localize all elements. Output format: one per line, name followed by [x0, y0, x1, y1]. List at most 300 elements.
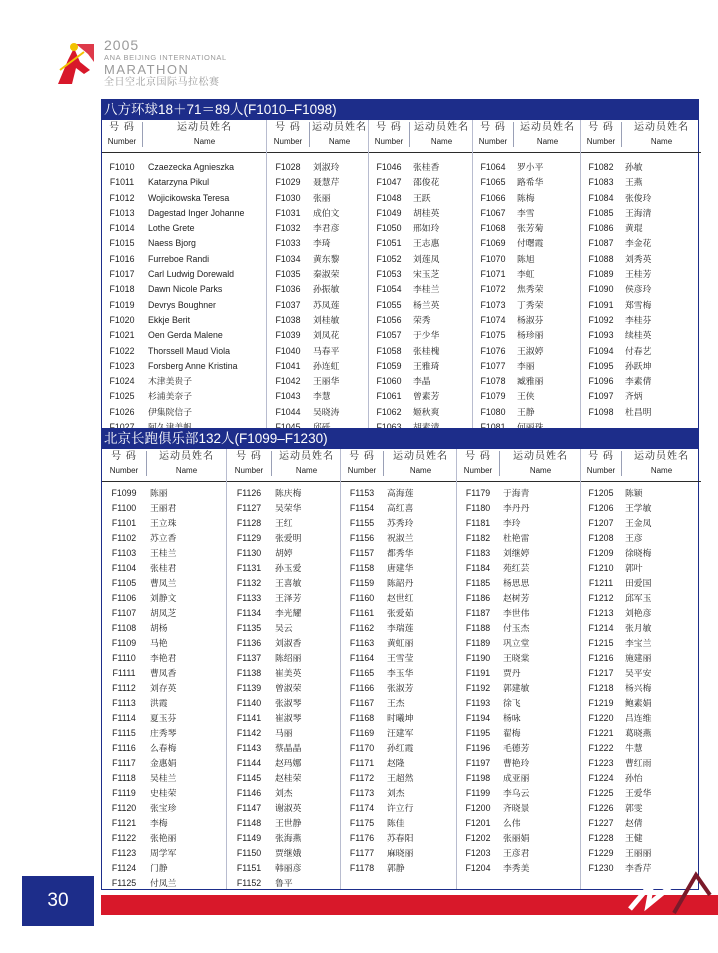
table-row [369, 191, 473, 206]
bib-number: F1144 [236, 758, 262, 768]
bib-number: F1135 [236, 623, 262, 633]
table-row [473, 298, 581, 313]
athlete-name: 王彦 [625, 533, 643, 543]
bib-number: F1218 [588, 683, 614, 693]
table-row [102, 389, 266, 404]
column-group [266, 120, 369, 435]
athlete-name: 王喜敏 [275, 578, 302, 588]
bib-number: F1124 [111, 863, 137, 873]
table-row [227, 651, 341, 666]
table-row [227, 681, 341, 696]
number-header-cn: 号 码 [376, 122, 402, 133]
table-row [341, 636, 457, 651]
athlete-name: 成伯文 [313, 207, 340, 218]
table-row [267, 206, 369, 221]
table-row [369, 374, 473, 389]
bib-number: F1196 [465, 743, 491, 753]
table-row [267, 405, 369, 420]
athlete-name: 齐晓景 [503, 803, 530, 813]
athlete-name: 王杰 [387, 698, 405, 708]
bib-number: F1211 [588, 578, 614, 588]
number-header [102, 122, 142, 147]
athlete-name: 韩丽彦 [275, 863, 302, 873]
athlete-name: 徐晓梅 [625, 548, 652, 558]
bib-number: F1106 [111, 593, 137, 603]
athlete-name: 王海清 [625, 207, 652, 218]
athlete-name: 李玲 [503, 518, 521, 528]
athlete-name: 杨思思 [503, 578, 530, 588]
athlete-name: 郭静 [387, 863, 405, 873]
table-row [341, 756, 457, 771]
athlete-name: 贾继娥 [275, 848, 302, 858]
athlete-name: 曹艳玲 [503, 758, 530, 768]
athlete-name: 刘杰 [275, 788, 293, 798]
athlete-name: 王健 [625, 833, 643, 843]
table-row [341, 831, 457, 846]
column-group [368, 120, 473, 435]
athlete-name: 张丽 [313, 192, 331, 203]
bib-number: F1177 [349, 848, 375, 858]
athlete-name: 苏凤莲 [313, 299, 340, 310]
table-row [457, 606, 581, 621]
table-row [227, 591, 341, 606]
athlete-name: 李桂兰 [413, 284, 440, 295]
bib-number: F1179 [465, 488, 491, 498]
bib-number: F1136 [236, 638, 262, 648]
table-row [341, 591, 457, 606]
athlete-name: 马春平 [313, 345, 340, 356]
athlete-name: 刘淑香 [275, 638, 302, 648]
name-header-cn: 运动员姓名 [393, 451, 448, 462]
athlete-name: 施建丽 [625, 653, 652, 663]
name-header-cn: 运动员姓名 [513, 451, 568, 462]
table-row [581, 282, 701, 297]
bib-number: F1103 [111, 548, 137, 558]
bib-number: F1014 [109, 223, 135, 234]
bib-number: F1141 [236, 713, 262, 723]
table-row [581, 576, 701, 591]
table-row [341, 726, 457, 741]
table-row [227, 666, 341, 681]
name-header-cn: 运动员姓名 [520, 122, 575, 133]
name-header-en: Name [193, 137, 216, 146]
athlete-name: 张淑琴 [275, 698, 302, 708]
table-row [341, 786, 457, 801]
table-row [581, 313, 701, 328]
athlete-name: 张宝珍 [150, 803, 177, 813]
athlete-name: 史桂荣 [150, 788, 177, 798]
bib-number: F1210 [588, 563, 614, 573]
bib-number: F1024 [109, 376, 135, 387]
table-row [227, 486, 341, 501]
athlete-name: 李梅 [150, 818, 168, 828]
bib-number: F1115 [112, 728, 136, 738]
bib-number: F1189 [465, 638, 491, 648]
athlete-name: Naess Bjorg [148, 238, 196, 249]
athlete-name: 木津美贵子 [148, 376, 192, 387]
athlete-name: 郭雯 [625, 803, 643, 813]
table-row [581, 298, 701, 313]
bib-number: F1118 [112, 773, 136, 783]
bib-number: F1051 [376, 238, 402, 249]
bib-number: F1076 [480, 345, 506, 356]
table-row [457, 501, 581, 516]
name-header-cn: 运动员姓名 [279, 451, 334, 462]
bib-number: F1225 [588, 788, 614, 798]
number-header-en: Number [374, 137, 404, 146]
bib-number: F1092 [588, 314, 614, 325]
table-row [102, 344, 266, 359]
column-group [226, 449, 341, 889]
table-row [581, 591, 701, 606]
table-row [581, 606, 701, 621]
table-row [267, 344, 369, 359]
bib-number: F1082 [588, 162, 614, 172]
athlete-name: 吴平安 [625, 668, 652, 678]
bib-number: F1176 [349, 833, 375, 843]
athlete-name: 陈佳 [387, 818, 405, 828]
athlete-name: 刘艳彦 [625, 608, 652, 618]
table-row [369, 282, 473, 297]
table-row [581, 546, 701, 561]
bib-number: F1041 [275, 360, 301, 371]
table-row [473, 206, 581, 221]
athlete-name: 苏春阳 [387, 833, 414, 843]
bib-number: F1123 [111, 848, 137, 858]
bib-number: F1094 [588, 345, 614, 356]
bib-number: F1160 [349, 593, 375, 603]
number-header-en: Number [463, 466, 493, 475]
bib-number: F1200 [465, 803, 491, 813]
table-row [102, 160, 266, 175]
athlete-name: 蔡晶晶 [275, 743, 302, 753]
table-row [581, 621, 701, 636]
bib-number: F1187 [465, 608, 491, 618]
athlete-name: 时曦坤 [387, 713, 414, 723]
bib-number: F1058 [376, 345, 402, 356]
athlete-name: 曹凤香 [150, 668, 177, 678]
table-row [227, 726, 341, 741]
name-header [271, 451, 341, 476]
athlete-name: 曹凤兰 [150, 578, 177, 588]
table-row [581, 160, 701, 175]
table-row [457, 756, 581, 771]
name-header-cn: 运动员姓名 [414, 122, 469, 133]
table-row [267, 359, 369, 374]
bib-number: F1224 [588, 773, 614, 783]
bib-number: F1171 [349, 758, 375, 768]
table-row [341, 606, 457, 621]
athlete-name: 王世静 [275, 818, 302, 828]
table-row [227, 576, 341, 591]
table-row [227, 831, 341, 846]
athlete-name: 丁秀荣 [517, 299, 544, 310]
athlete-name: 杉浦美奈子 [148, 391, 192, 402]
bib-number: F1057 [376, 330, 402, 341]
athlete-name: 刘继婷 [503, 548, 530, 558]
column-header [341, 449, 457, 482]
bib-number: F1030 [275, 192, 301, 203]
bib-number: F1205 [588, 488, 614, 498]
bib-number: F1157 [349, 548, 375, 558]
roster-rows [102, 486, 226, 891]
athlete-name: 毛德芳 [503, 743, 530, 753]
event-cn-title: 全日空北京国际马拉松赛 [104, 76, 220, 88]
bib-number: F1110 [112, 653, 136, 663]
table-row [369, 252, 473, 267]
column-header [473, 120, 581, 153]
bib-number: F1022 [109, 345, 135, 356]
roster-rows [267, 160, 369, 435]
table-row [473, 344, 581, 359]
table-row [267, 389, 369, 404]
bib-number: F1199 [465, 788, 491, 798]
bib-number: F1061 [376, 391, 402, 402]
number-header-cn: 号 码 [588, 122, 614, 133]
table-row [102, 681, 226, 696]
name-header-cn: 运动员姓名 [634, 451, 689, 462]
bib-number: F1033 [275, 238, 301, 249]
roster-rows [473, 160, 581, 435]
athlete-name: 庄秀琴 [150, 728, 177, 738]
section-banner-beijing-club: 北京长跑俱乐部132人(F1099–F1230) [101, 428, 699, 449]
table-row [581, 681, 701, 696]
roster-rows [581, 486, 701, 876]
bib-number: F1050 [376, 223, 402, 234]
bib-number: F1019 [109, 299, 135, 310]
athlete-name: 李世伟 [503, 608, 530, 618]
number-header-cn: 号 码 [588, 451, 614, 462]
table-row [369, 405, 473, 420]
bib-number: F1148 [236, 818, 262, 828]
athlete-name: Carl Ludwig Dorewald [148, 269, 235, 280]
bib-number: F1096 [588, 376, 614, 387]
table-row [267, 374, 369, 389]
bib-number: F1185 [465, 578, 491, 588]
table-row [102, 546, 226, 561]
athlete-name: 刘莲凤 [413, 253, 440, 264]
table-row [581, 359, 701, 374]
bib-number: F1188 [465, 623, 491, 633]
athlete-name: 黄琨 [625, 223, 643, 234]
athlete-name: 黄东黎 [313, 253, 340, 264]
bib-number: F1044 [275, 406, 301, 417]
athlete-name: 王雪莹 [387, 653, 414, 663]
name-header-en: Name [430, 137, 453, 146]
table-row [457, 651, 581, 666]
athlete-name: 李丽 [517, 360, 535, 371]
athlete-name: Czaezecka Agnieszka [148, 162, 235, 172]
athlete-name: 张丽娟 [503, 833, 530, 843]
athlete-name: 赵隆 [387, 758, 405, 768]
bib-number: F1128 [236, 518, 262, 528]
athlete-name: 黄虹丽 [387, 638, 414, 648]
table-row [341, 561, 457, 576]
bib-number: F1066 [480, 192, 506, 203]
athlete-name: 王志惠 [413, 238, 440, 249]
athlete-name: 李艳君 [150, 653, 177, 663]
column-header [457, 449, 581, 482]
bib-number: F1032 [275, 223, 301, 234]
athlete-name: 伊集院信子 [148, 406, 192, 417]
bib-number: F1129 [236, 533, 262, 543]
number-header-en: Number [478, 137, 508, 146]
bib-number: F1070 [480, 253, 506, 264]
bib-number: F1121 [111, 818, 137, 828]
athlete-name: 王丽丽 [625, 848, 652, 858]
table-row [457, 846, 581, 861]
table-row [473, 236, 581, 251]
number-header-en: Number [107, 137, 137, 146]
athlete-name: Lothe Grete [148, 223, 195, 234]
table-row [102, 621, 226, 636]
athlete-name: 付玉杰 [503, 623, 530, 633]
table-row [267, 298, 369, 313]
table-row [267, 267, 369, 282]
bib-number: F1069 [480, 238, 506, 249]
number-header-cn: 号 码 [236, 451, 262, 462]
bib-number: F1201 [465, 818, 491, 828]
table-row [581, 516, 701, 531]
athlete-name: 张艳丽 [150, 833, 177, 843]
bib-number: F1120 [111, 803, 137, 813]
table-row [227, 531, 341, 546]
athlete-name: 王泽芳 [275, 593, 302, 603]
bib-number: F1018 [109, 284, 135, 295]
roster-rows [227, 486, 341, 891]
bib-number: F1195 [465, 728, 491, 738]
athlete-name: 刘淑玲 [313, 162, 340, 172]
athlete-name: 李宝兰 [625, 638, 652, 648]
table-row [457, 621, 581, 636]
athlete-name: 翟梅 [503, 728, 521, 738]
athlete-name: 王燕 [625, 177, 643, 188]
athlete-name: 王爱华 [625, 788, 652, 798]
athlete-name: 鲁平 [275, 878, 293, 888]
bib-number: F1143 [236, 743, 262, 753]
athlete-name: 李桂芬 [625, 314, 652, 325]
bib-number: F1204 [465, 863, 491, 873]
table-row [581, 374, 701, 389]
bib-number: F1217 [588, 668, 614, 678]
athlete-name: 苑红芸 [503, 563, 530, 573]
bib-number: F1091 [588, 299, 614, 310]
athlete-name: 王桂芳 [625, 269, 652, 280]
column-group [102, 120, 266, 435]
athlete-name: 么春梅 [150, 743, 177, 753]
bib-number: F1156 [349, 533, 375, 543]
bib-number: F1167 [349, 698, 375, 708]
athlete-name: 聂慧芹 [313, 177, 340, 188]
bib-number: F1151 [236, 863, 262, 873]
name-header-cn: 运动员姓名 [177, 122, 232, 133]
athlete-name: 焦秀荣 [517, 284, 544, 295]
athlete-name: 苏立香 [150, 533, 177, 543]
athlete-name: 吕连维 [625, 713, 652, 723]
bib-number: F1107 [111, 608, 137, 618]
bib-number: F1099 [111, 488, 137, 498]
athlete-name: 张芳菊 [517, 223, 544, 234]
athlete-name: 李慧 [313, 391, 331, 402]
table-row [369, 359, 473, 374]
table-row [102, 405, 266, 420]
table-row [369, 298, 473, 313]
table-row [581, 741, 701, 756]
athlete-name: Ekkje Berit [148, 314, 191, 325]
athlete-name: 胡桂英 [413, 207, 440, 218]
bib-number: F1013 [109, 207, 135, 218]
table-row [102, 282, 266, 297]
athlete-name: 张桂槐 [413, 345, 440, 356]
bib-number: F1169 [349, 728, 375, 738]
athlete-name: Oen Gerda Malene [148, 330, 223, 341]
athlete-name: 王丽华 [313, 376, 340, 387]
bib-number: F1053 [376, 269, 402, 280]
table-row [102, 236, 266, 251]
table-row [341, 651, 457, 666]
table-row [581, 846, 701, 861]
bib-number: F1190 [465, 653, 491, 663]
athlete-name: 刘秀英 [625, 253, 652, 264]
athlete-name: Katarzyna Pikul [148, 177, 210, 188]
bib-number: F1131 [236, 563, 262, 573]
bib-number: F1229 [588, 848, 614, 858]
bib-number: F1078 [480, 376, 506, 387]
bib-number: F1203 [465, 848, 491, 858]
athlete-name: 邱军玉 [625, 593, 652, 603]
athlete-name: 高海莲 [387, 488, 414, 498]
bib-number: F1065 [480, 177, 506, 188]
bib-number: F1147 [236, 803, 262, 813]
athlete-name: 陈颖 [625, 488, 643, 498]
name-header [499, 451, 581, 476]
table-row [267, 328, 369, 343]
bib-number: F1215 [588, 638, 614, 648]
bib-number: F1028 [275, 162, 301, 172]
table-row [341, 516, 457, 531]
athlete-name: 赵桂荣 [275, 773, 302, 783]
bib-number: F1174 [349, 803, 375, 813]
table-row [369, 206, 473, 221]
athlete-name: 田爱国 [625, 578, 652, 588]
table-row [369, 389, 473, 404]
name-header-en: Name [175, 466, 198, 475]
table-row [581, 252, 701, 267]
athlete-name: 刘静文 [150, 593, 177, 603]
athlete-name: 王学敏 [625, 503, 652, 513]
athlete-name: 李雪 [517, 207, 535, 218]
athlete-name: 唐建华 [387, 563, 414, 573]
table-row [227, 711, 341, 726]
bib-number: F1011 [109, 177, 135, 188]
table-row [457, 546, 581, 561]
table-row [473, 374, 581, 389]
athlete-name: Thorssell Maud Viola [148, 345, 230, 356]
bib-number: F1025 [109, 391, 135, 402]
athlete-name: 孙振敏 [313, 284, 340, 295]
bib-number: F1048 [376, 192, 402, 203]
table-row [457, 636, 581, 651]
table-row [341, 711, 457, 726]
athlete-name: 李瑞莲 [387, 623, 414, 633]
table-row [457, 561, 581, 576]
bib-number: F1087 [588, 238, 614, 249]
table-row [581, 501, 701, 516]
table-row [581, 756, 701, 771]
athlete-name: 么伟 [503, 818, 521, 828]
bib-number: F1170 [349, 743, 375, 753]
bib-number: F1095 [588, 360, 614, 371]
